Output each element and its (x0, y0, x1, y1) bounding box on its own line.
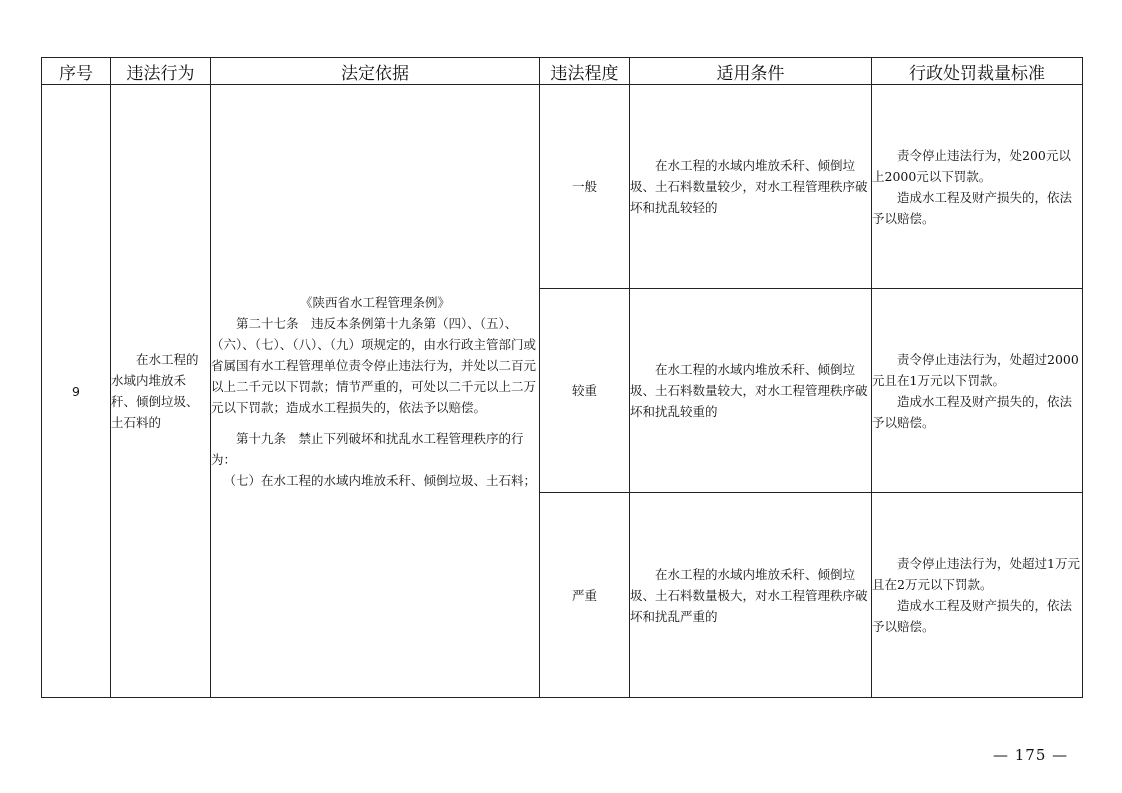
header-penalty-standard: 行政处罚裁量标准 (872, 58, 1083, 85)
standard-serious-text-1: 责令停止违法行为，处超过2000元且在1万元以下罚款。 (872, 351, 1079, 388)
table-row (42, 85, 1083, 289)
condition-general (630, 85, 872, 289)
condition-severe (630, 493, 872, 698)
regulation-title: 《陕西省水工程管理条例》 (299, 294, 450, 310)
header-number: 序号 (42, 58, 111, 85)
page-number: — 175 — (993, 746, 1069, 764)
header-degree: 违法程度 (540, 58, 630, 85)
standard-severe (872, 493, 1083, 698)
row-number: 9 (42, 85, 111, 698)
header-violation: 违法行为 (111, 58, 211, 85)
degree-severe: 严重 (540, 493, 630, 698)
header-legal-basis: 法定依据 (211, 58, 540, 85)
standard-general (872, 85, 1083, 289)
standard-serious (872, 289, 1083, 493)
condition-serious (630, 289, 872, 493)
degree-general: 一般 (540, 85, 630, 289)
article-19-item-7: （七）在水工程的水域内堆放禾秆、倾倒垃圾、土石料； (223, 472, 537, 488)
condition-severe-text: 在水工程的水域内堆放禾秆、倾倒垃圾、土石料数量极大，对水工程管理秩序破坏和扰乱严重的 (630, 566, 868, 624)
condition-serious-text: 在水工程的水域内堆放禾秆、倾倒垃圾、土石料数量较大，对水工程管理秩序破坏和扰乱较重的 (630, 362, 868, 419)
standard-severe-text-1: 责令停止违法行为，处超过1万元且在2万元以下罚款。 (872, 556, 1080, 592)
violation-text: 在水工程的水域内堆放禾秆、倾倒垃圾、土石料的 (111, 352, 199, 430)
header-row (42, 58, 1083, 85)
degree-serious: 较重 (540, 289, 630, 493)
penalty-table (41, 57, 1083, 698)
standard-severe-text-2: 造成水工程及财产损失的，依法予以赔偿。 (872, 598, 1073, 634)
standard-general-text-2: 造成水工程及财产损失的，依法予以赔偿。 (872, 189, 1073, 226)
standard-general-text-1: 责令停止违法行为，处200元以上2000元以下罚款。 (872, 147, 1071, 184)
legal-basis-cell (211, 85, 540, 698)
header-condition: 适用条件 (630, 58, 872, 85)
condition-general-text: 在水工程的水域内堆放禾秆、倾倒垃圾、土石料数量较少，对水工程管理秩序破坏和扰乱较轻的 (630, 158, 868, 215)
standard-serious-text-2: 造成水工程及财产损失的，依法予以赔偿。 (872, 393, 1073, 430)
article-27-text: 第二十七条 违反本条例第十九条第（四）、（五）、（六）、（七）、（八）、（九）项规定的，由水行政主管部门或省属国有水工程管理单位责令停止违法行为，并处以二百元以上二千元以下罚款；情节严重的，可处以二千元以上二万元以下罚款；造成水工程损失的，依法予以赔偿。 (211, 315, 537, 415)
article-19-text: 第十九条 禁止下列破坏和扰乱水工程管理秩序的行为： (211, 430, 524, 467)
violation-cell (111, 85, 211, 698)
